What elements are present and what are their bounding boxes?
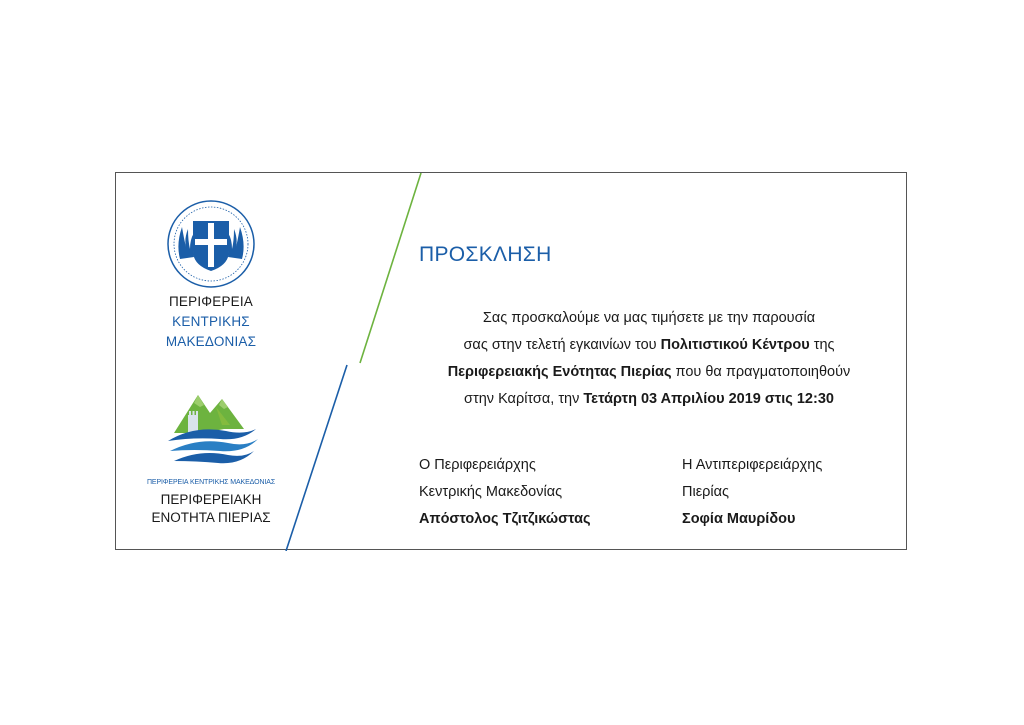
body-line-3-post: που θα πραγματοποιηθούν [671,364,851,380]
mountains-waves-logo-icon [164,385,264,475]
unit-name-line2: ΕΝΟΤΗΤΑ ΠΙΕΡΙΑΣ [151,510,271,525]
signature-left-name: Απόστολος Τζιτζικώστας [419,511,591,527]
invitation-card [115,172,907,550]
signature-right-name: Σοφία Μαυρίδου [682,511,796,527]
signature-right [682,452,822,533]
body-line-1 [419,305,879,332]
invitation-body [419,305,879,413]
body-line-3 [419,359,879,386]
body-line-2-post: της [809,337,835,353]
greek-cross-emblem-icon [166,199,256,289]
region-name-line1: ΠΕΡΙΦΕΡΕΙΑ [168,294,254,309]
green-divider-line [360,173,421,363]
signature-left-region: Κεντρικής Μακεδονίας [419,484,563,500]
signature-left [419,452,591,533]
body-line-1-text: Σας προσκαλούμε να μας τιμήσετε με την παρουσία [482,310,816,326]
issuer-logos [136,173,286,551]
event-date-time: Τετάρτη 03 Απριλίου 2019 στις 12:30 [583,391,834,407]
unit-name-line1: ΠΕΡΙΦΕΡΕΙΑΚΗ [160,492,262,507]
invitation-title: ΠΡΟΣΚΛΗΣΗ [419,243,552,266]
region-name-line3: ΜΑΚΕΔΟΝΙΑΣ [165,334,257,349]
unit-small-caption: ΠΕΡΙΦΕΡΕΙΑ ΚΕΝΤΡΙΚΗΣ ΜΑΚΕΔΟΝΙΑΣ [146,479,276,486]
region-name [136,292,286,352]
cultural-center-name: Πολιτιστικού Κέντρου [660,337,810,353]
body-line-4-pre: στην Καρίτσα, την [464,391,584,407]
unit-name [136,491,286,527]
regional-unit-name: Περιφερειακής Ενότητας Πιερίας [447,364,672,380]
signature-right-region: Πιερίας [682,484,729,500]
blue-divider-line [286,365,347,551]
region-name-line2: ΚΕΝΤΡΙΚΗΣ [172,314,250,329]
signature-right-role: Η Αντιπεριφερειάρχης [682,457,823,473]
body-line-2 [419,332,879,359]
body-line-4 [419,386,879,413]
body-line-2-pre: σας στην τελετή εγκαινίων του [463,337,661,353]
signature-left-role: Ο Περιφερειάρχης [419,457,536,473]
